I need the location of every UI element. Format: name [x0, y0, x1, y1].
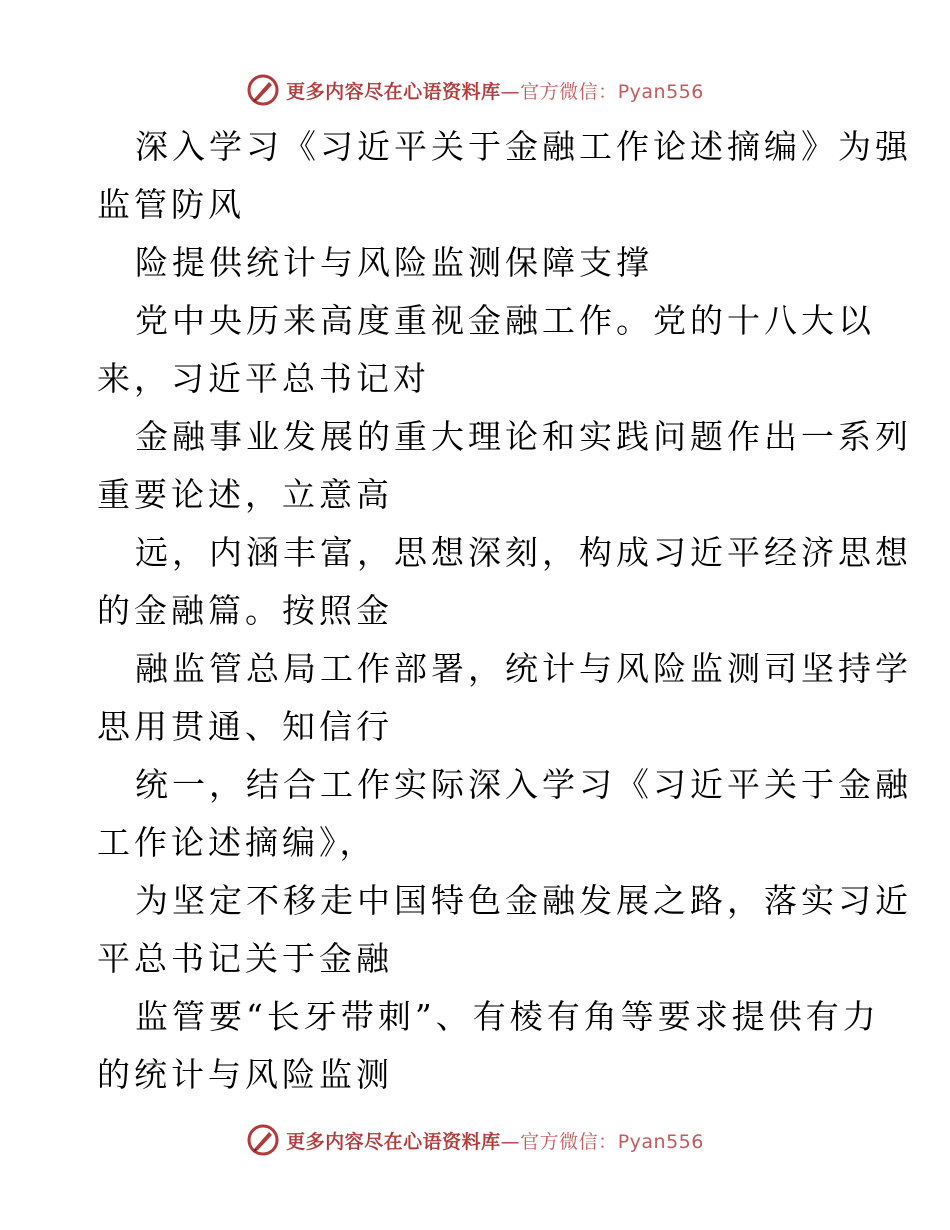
watermark-text: [286, 1127, 704, 1154]
text-line: 的金融篇。按照金: [97, 591, 393, 630]
watermark-main: 更多内容尽在心语资料库: [286, 1130, 501, 1153]
footer-watermark: [0, 1120, 950, 1160]
watermark-id: Pyan556: [617, 1130, 704, 1153]
text-line: 为坚定不移走中国特色金融发展之路，落实习近: [135, 881, 912, 920]
watermark-dash: —: [500, 1130, 521, 1153]
text-line: 深入学习《习近平关于金融工作论述摘编》为强: [135, 127, 912, 166]
watermark-id: Pyan556: [617, 80, 704, 103]
text-line: 工作论述摘编》，: [97, 823, 377, 862]
text-line: 融监管总局工作部署，统计与风险监测司坚持学: [135, 649, 912, 688]
text-line: 远，内涵丰富，思想深刻，构成习近平经济思想: [135, 533, 912, 572]
text-line: 险提供统计与风险监测保障支撑: [135, 243, 653, 282]
watermark-main: 更多内容尽在心语资料库: [286, 80, 501, 103]
text-line: 监管防风: [97, 185, 245, 224]
text-line: 思用贯通、知信行: [97, 707, 393, 746]
quill-pen-logo-icon: [246, 73, 280, 107]
document-body: [97, 118, 912, 1104]
quill-pen-logo-icon: [246, 1123, 280, 1157]
text-line: 重要论述，立意高: [97, 475, 393, 514]
text-line: 平总书记关于金融: [97, 939, 393, 978]
text-line: 监管要“长牙带刺”、有棱有角等要求提供有力: [135, 997, 880, 1036]
header-watermark: [0, 70, 950, 110]
watermark-text: [286, 77, 704, 104]
text-line: 来，习近平总书记对: [97, 359, 430, 398]
text-line: 统一，结合工作实际深入学习《习近平关于金融: [135, 765, 912, 804]
text-line: 党中央历来高度重视金融工作。党的十八大以: [135, 301, 875, 340]
watermark-official: 官方微信：: [520, 80, 618, 103]
text-line: 的统计与风险监测: [97, 1055, 393, 1094]
text-line: 金融事业发展的重大理论和实践问题作出一系列: [135, 417, 912, 456]
watermark-dash: —: [500, 80, 521, 103]
watermark-official: 官方微信：: [520, 1130, 618, 1153]
